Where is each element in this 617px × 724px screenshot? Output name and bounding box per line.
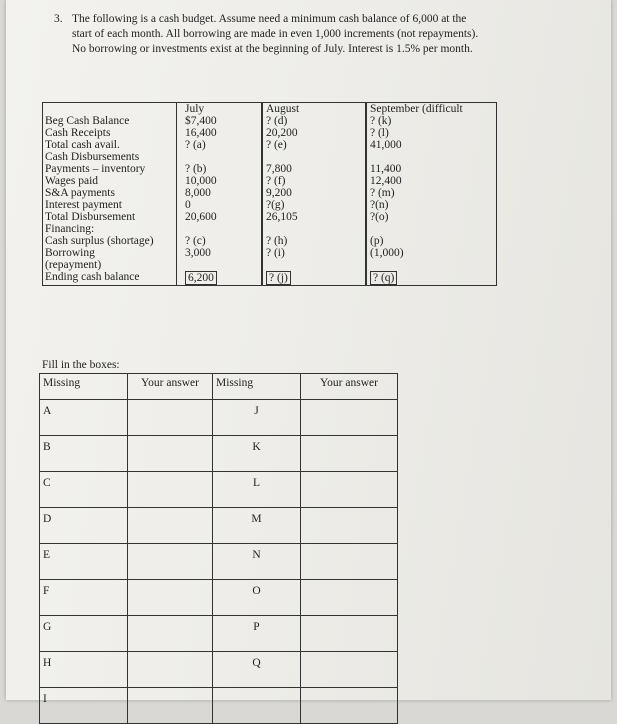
header-july: July bbox=[177, 103, 262, 116]
september-value: ? (l) bbox=[367, 127, 497, 139]
answer-row bbox=[40, 652, 398, 688]
september-value: ? (m) bbox=[367, 187, 497, 199]
september-value: (p) bbox=[367, 235, 497, 247]
answer-row bbox=[40, 688, 398, 724]
july-value: 8,000 bbox=[177, 187, 262, 199]
answer-box[interactable] bbox=[128, 580, 213, 616]
july-value: ? (c) bbox=[177, 235, 262, 247]
budget-row bbox=[43, 139, 497, 151]
july-value: ? (b) bbox=[177, 163, 262, 175]
july-value: 20,600 bbox=[177, 211, 262, 223]
missing-letter: H bbox=[40, 652, 128, 688]
september-value: ?(n) bbox=[367, 199, 497, 211]
budget-row bbox=[43, 259, 497, 271]
answer-row bbox=[40, 616, 398, 652]
august-value: 7,800 bbox=[263, 163, 366, 175]
header-september: September (difficult bbox=[367, 103, 497, 116]
row-label: Cash surplus (shortage) bbox=[43, 235, 177, 247]
problem-line: No borrowing or investments exist at the beginning of July. Interest is 1.5% per month. bbox=[72, 43, 473, 55]
worksheet-page bbox=[6, 0, 611, 705]
september-value: 11,400 bbox=[367, 163, 497, 175]
missing-letter: F bbox=[40, 580, 128, 616]
answer-box[interactable] bbox=[301, 580, 398, 616]
missing-letter: D bbox=[40, 508, 128, 544]
row-label: Financing: bbox=[43, 223, 177, 235]
row-label: S&A payments bbox=[43, 187, 177, 199]
september-value: 41,000 bbox=[367, 139, 497, 151]
answer-box[interactable] bbox=[301, 400, 398, 436]
september-value: 12,400 bbox=[367, 175, 497, 187]
july-value: ? (a) bbox=[177, 139, 262, 151]
september-value: ? (q) bbox=[370, 271, 397, 285]
august-value: 20,200 bbox=[263, 127, 366, 139]
header-missing: Missing bbox=[40, 374, 128, 400]
budget-row bbox=[43, 163, 497, 175]
row-label: Cash Receipts bbox=[43, 127, 177, 139]
problem-statement bbox=[56, 12, 576, 57]
missing-letter: P bbox=[213, 616, 301, 652]
missing-letter: O bbox=[213, 580, 301, 616]
august-value: ? (j) bbox=[266, 271, 291, 285]
answer-box[interactable] bbox=[128, 400, 213, 436]
answer-row bbox=[40, 400, 398, 436]
row-label: Wages paid bbox=[43, 175, 177, 187]
answer-box[interactable] bbox=[301, 688, 398, 724]
august-value: ? (f) bbox=[263, 175, 366, 187]
answer-box[interactable] bbox=[128, 616, 213, 652]
missing-letter: G bbox=[40, 616, 128, 652]
missing-letter: C bbox=[40, 472, 128, 508]
answer-table bbox=[39, 373, 398, 724]
problem-line: The following is a cash budget. Assume need a minimum cash balance of 6,000 at the bbox=[72, 13, 467, 25]
row-label: Cash Disbursements bbox=[43, 151, 177, 163]
missing-letter: J bbox=[213, 400, 301, 436]
answer-row bbox=[40, 580, 398, 616]
row-label: (repayment) bbox=[43, 259, 177, 271]
july-value: 10,000 bbox=[177, 175, 262, 187]
answer-row bbox=[40, 472, 398, 508]
answer-box[interactable] bbox=[128, 508, 213, 544]
budget-row bbox=[43, 247, 497, 259]
header-missing: Missing bbox=[213, 374, 301, 400]
problem-number: 3. bbox=[54, 13, 63, 25]
budget-row bbox=[43, 199, 497, 211]
july-value: $7,400 bbox=[177, 115, 262, 127]
header-your-answer: Your answer bbox=[301, 374, 398, 400]
september-value: ? (k) bbox=[367, 115, 497, 127]
missing-letter: A bbox=[40, 400, 128, 436]
budget-row bbox=[43, 211, 497, 223]
answer-box[interactable] bbox=[301, 508, 398, 544]
missing-letter: E bbox=[40, 544, 128, 580]
august-value: 26,105 bbox=[263, 211, 366, 223]
missing-letter bbox=[213, 688, 301, 724]
missing-letter: I bbox=[40, 688, 128, 724]
july-value: 6,200 bbox=[185, 271, 217, 285]
budget-row bbox=[43, 223, 497, 235]
august-value: ? (i) bbox=[263, 247, 366, 259]
missing-letter: K bbox=[213, 436, 301, 472]
answer-row bbox=[40, 508, 398, 544]
missing-letter: Q bbox=[213, 652, 301, 688]
row-label: Borrowing bbox=[43, 247, 177, 259]
answer-row bbox=[40, 436, 398, 472]
budget-row bbox=[43, 175, 497, 187]
answer-box[interactable] bbox=[128, 688, 213, 724]
budget-row bbox=[43, 271, 497, 286]
answer-box[interactable] bbox=[301, 472, 398, 508]
budget-row bbox=[43, 187, 497, 199]
answer-box[interactable] bbox=[128, 652, 213, 688]
answer-box[interactable] bbox=[301, 616, 398, 652]
answer-box[interactable] bbox=[301, 652, 398, 688]
july-value: 16,400 bbox=[177, 127, 262, 139]
august-value: ? (e) bbox=[263, 139, 366, 151]
answer-box[interactable] bbox=[128, 544, 213, 580]
budget-row bbox=[43, 115, 497, 127]
fill-in-title: Fill in the boxes: bbox=[42, 359, 120, 371]
budget-row bbox=[43, 127, 497, 139]
missing-letter: B bbox=[40, 436, 128, 472]
answer-box[interactable] bbox=[301, 544, 398, 580]
budget-row bbox=[43, 235, 497, 247]
header-august: August bbox=[263, 103, 366, 116]
answer-box[interactable] bbox=[128, 472, 213, 508]
august-value: ? (d) bbox=[263, 115, 366, 127]
row-label: Total cash avail. bbox=[43, 139, 177, 151]
august-value: ?(g) bbox=[263, 199, 366, 211]
row-label: Ending cash balance bbox=[43, 271, 177, 286]
july-value: 3,000 bbox=[177, 247, 262, 259]
answer-box[interactable] bbox=[128, 436, 213, 472]
missing-letter: N bbox=[213, 544, 301, 580]
row-label: Interest payment bbox=[43, 199, 177, 211]
july-value: 0 bbox=[177, 199, 262, 211]
august-value: ? (h) bbox=[263, 235, 366, 247]
answer-row bbox=[40, 544, 398, 580]
september-value: ?(o) bbox=[367, 211, 497, 223]
row-label: Beg Cash Balance bbox=[43, 115, 177, 127]
missing-letter: L bbox=[213, 472, 301, 508]
august-value: 9,200 bbox=[263, 187, 366, 199]
problem-line: start of each month. All borrowing are made in even 1,000 increments (not repayments). bbox=[72, 28, 479, 40]
answer-box[interactable] bbox=[301, 436, 398, 472]
header-your-answer: Your answer bbox=[128, 374, 213, 400]
row-label: Payments – inventory bbox=[43, 163, 177, 175]
september-value: (1,000) bbox=[367, 247, 497, 259]
cash-budget-table bbox=[42, 102, 497, 286]
budget-row bbox=[43, 151, 497, 163]
answer-header-row bbox=[40, 374, 398, 400]
row-label: Total Disbursement bbox=[43, 211, 177, 223]
budget-header-row bbox=[43, 103, 497, 116]
missing-letter: M bbox=[213, 508, 301, 544]
